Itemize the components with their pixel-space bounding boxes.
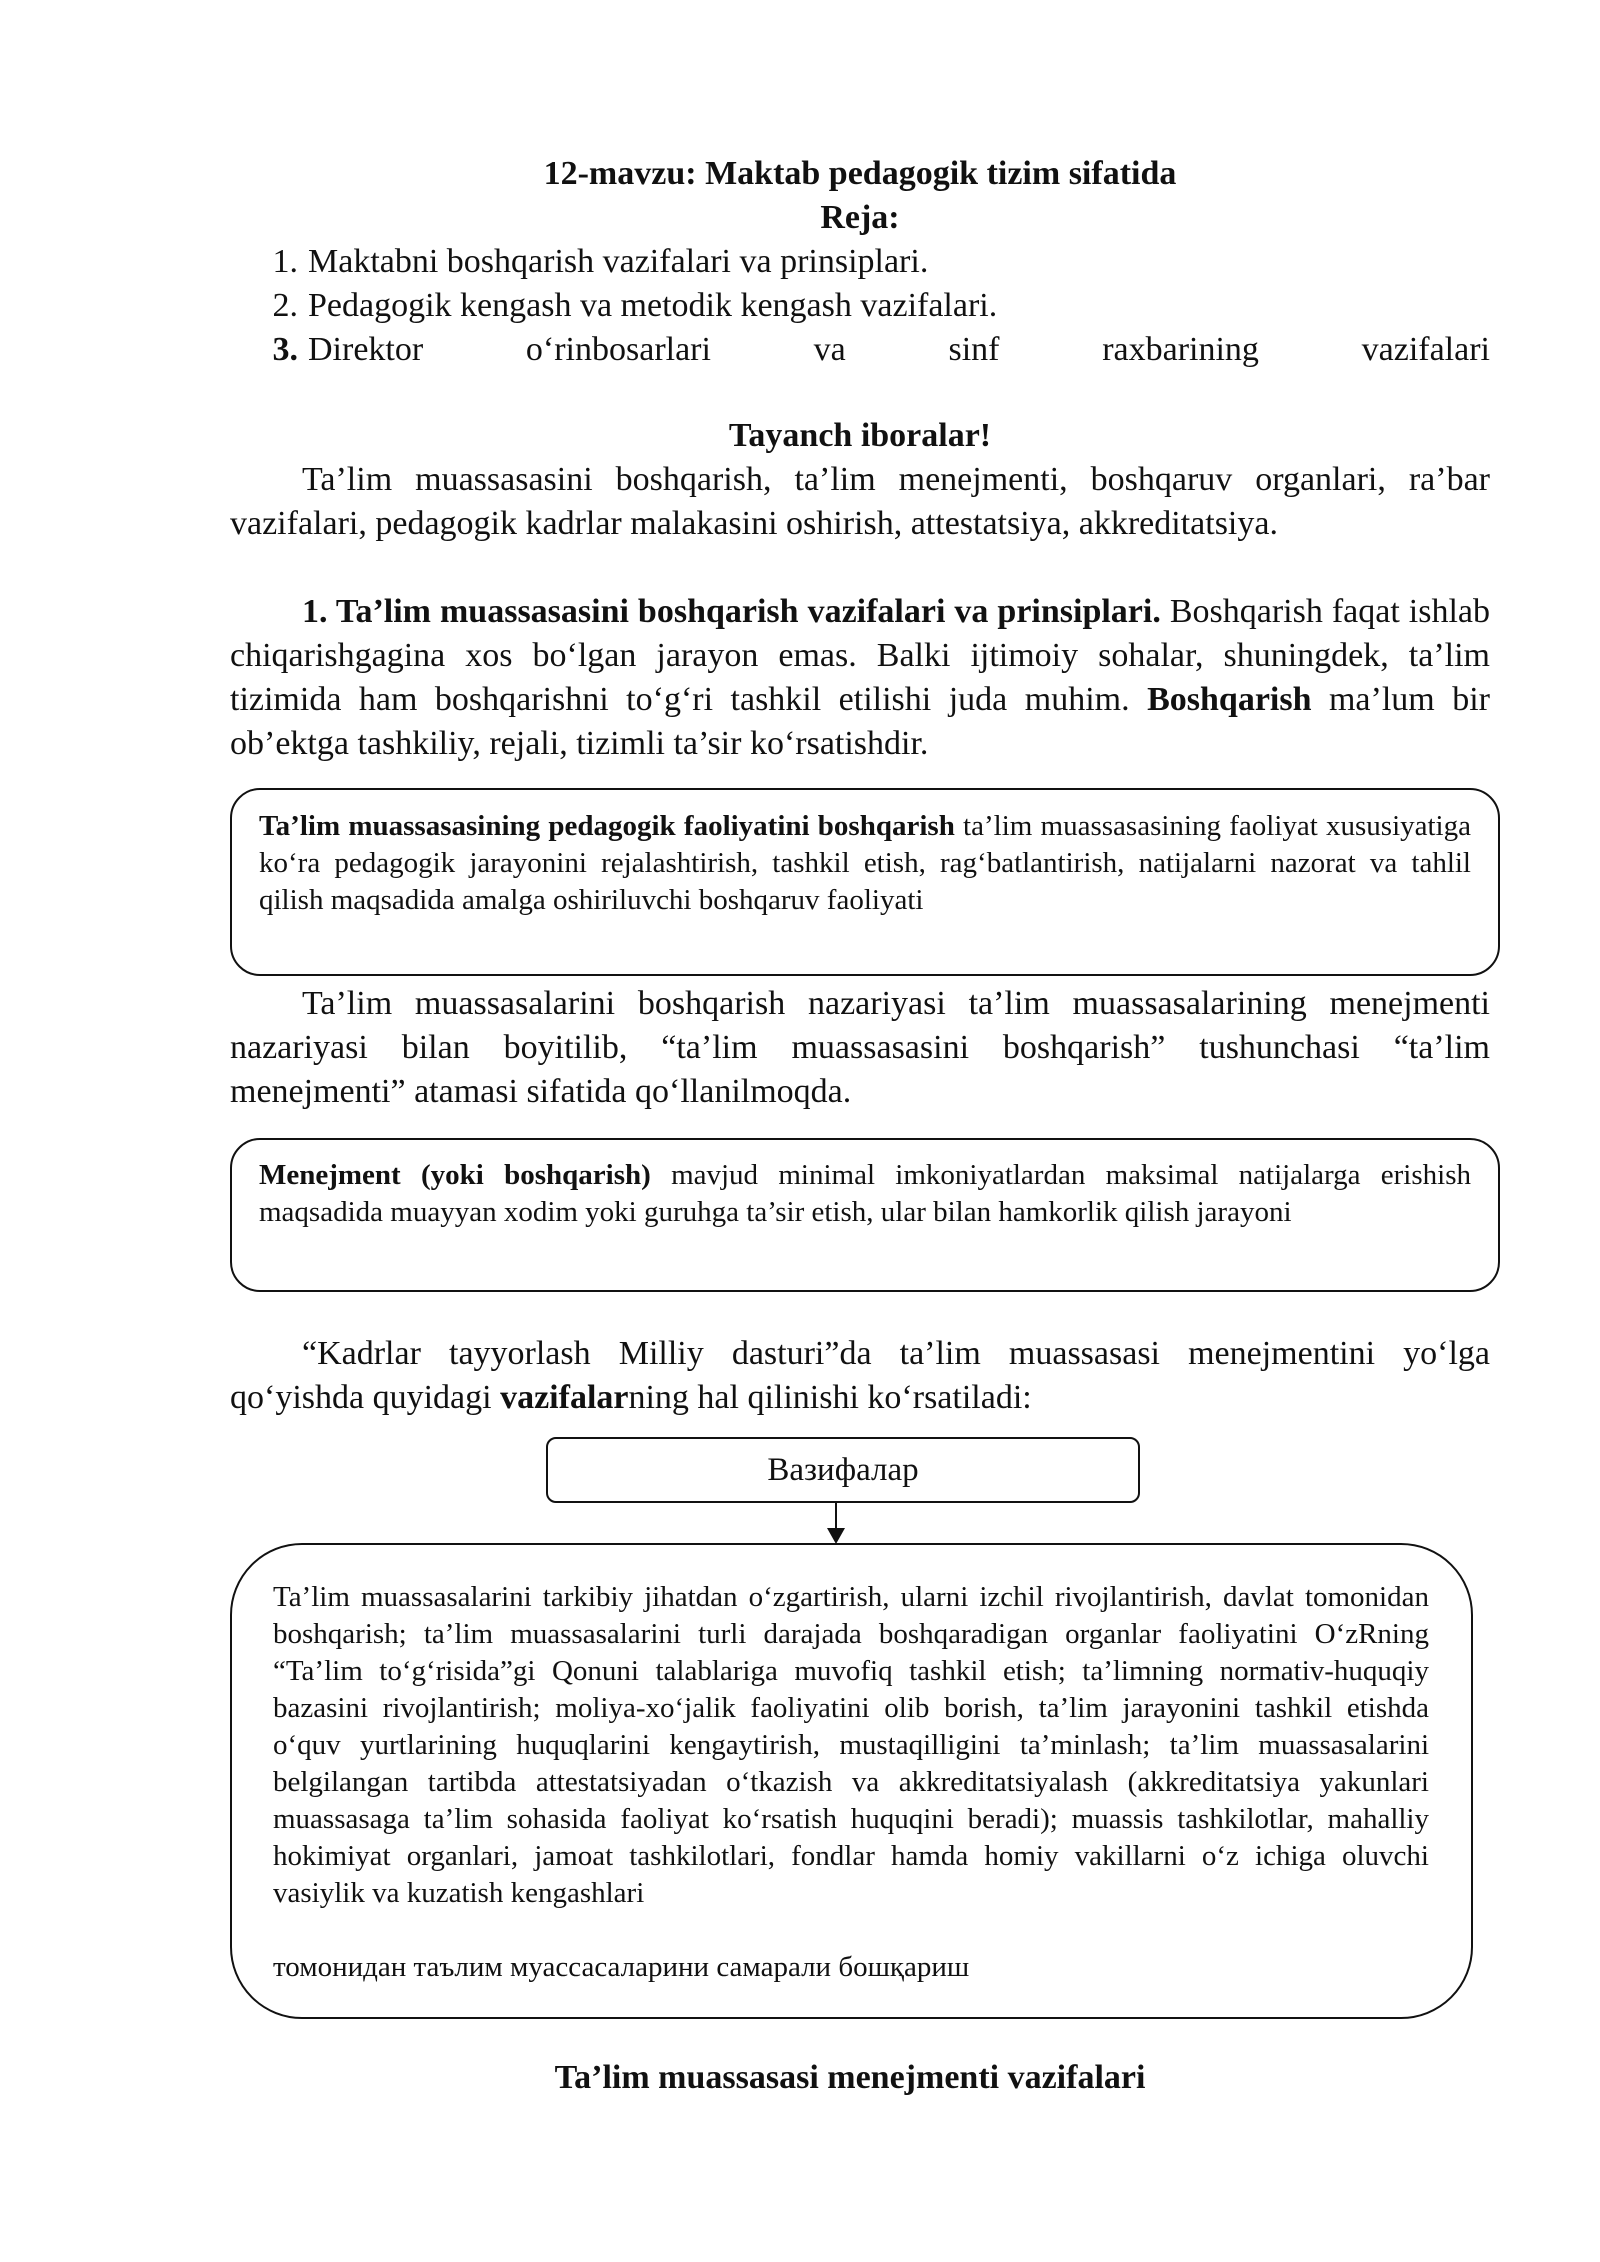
paragraph-3 bbox=[230, 1332, 1490, 1420]
paragraph-3-text: “Kadrlar tayyorlash Milliy dasturi”da ta’lim muassasasi menejmentini yo‘lga qo‘yishda quyidagi bbox=[230, 1335, 1490, 1416]
definition-1-body: ta’lim muassasasining faoliyat xususiyatiga ko‘ra pedagogik jarayonini rejalashtirish, tashkil etish, rag‘batlantirish, natijalarni nazorat va tahlil qilish maqsadida amalga oshiriluvchi boshqaruv faoliyati bbox=[259, 810, 1471, 916]
paragraph-3-bold: vazifalar bbox=[500, 1379, 629, 1416]
plan-item-number: 2. bbox=[272, 287, 298, 324]
section1-paragraph bbox=[230, 590, 1490, 766]
diagram-bottom-box bbox=[230, 1543, 1473, 2019]
plan-item bbox=[250, 284, 1490, 328]
diagram-top-box: Вазифалар bbox=[546, 1437, 1140, 1503]
diagram-bottom-text-cyrillic: томонидан таълим муассасаларини самарали бошқариш bbox=[273, 1951, 970, 1983]
paragraph-2: Ta’lim muassasalarini boshqarish nazariyasi ta’lim muassasalarining menejmenti nazariyasi bilan boyitilib, “ta’lim muassasasini boshqarish” tushunchasi “ta’lim menejmenti” atamasi sifatida qo‘llanilmoqda. bbox=[230, 985, 1490, 1110]
definition-box-1 bbox=[230, 788, 1500, 976]
document-title: 12-mavzu: Maktab pedagogik tizim sifatida bbox=[543, 155, 1177, 192]
plan-heading: Reja: bbox=[820, 199, 900, 236]
diagram-bottom-text: Ta’lim muassasalarini tarkibiy jihatdan o‘zgartirish, ularni izchil rivojlantirish, davlat tomonidan boshqarish; ta’lim muassasalarini turli darajada boshqaradigan organlar faoliyatini O‘zRning “Ta’lim to‘g‘risida”gi Qonuni talablariga muvofiq tashkil etish; ta’limning normativ-huquqiy bazasini rivojlantirish; moliya-xo‘jalik faoliyatini olib borish, ta’lim jarayonini tashkil etishda o‘quv yurtlarining huquqlarini kengaytirish, mustaqilligini ta’minlash; ta’lim muassasalarini belgilangan tartibda attestatsiyadan o‘tkazish va akkreditatsiyalash (akkreditatsiya yakunlari muassasaga ta’lim sohasida faoliyat ko‘rsatish huquqini beradi); muassis tashkilotlar, mahalliy hokimiyat organlari, jamoat tashkilotlari, fondlar hamda homiy vakillarni o‘z ichiga oluvchi vasiylik va kuzatish kengashlari bbox=[273, 1581, 1429, 1909]
keywords-heading: Tayanch iboralar! bbox=[728, 417, 992, 454]
section1-text: Boshqarish faqat ishlab chiqarishgagina xos bo‘lgan jarayon emas. Balki ijtimoiy sohalar, shuningdek, ta’lim tizimida ham boshqarishni to‘g‘ri tashkil etilishi juda muhim. bbox=[230, 593, 1491, 718]
section1-text-end: ma’lum bir ob’ektga tashkiliy, rejali, tizimli ta’sir ko‘rsatishdir. bbox=[230, 681, 1490, 762]
definition-box-2 bbox=[230, 1138, 1500, 1292]
plan-item bbox=[250, 240, 1490, 284]
plan-item-number: 3. bbox=[272, 331, 298, 368]
keywords-text: Ta’lim muassasasini boshqarish, ta’lim menejmenti, boshqaruv organlari, ra’bar vazifalari, pedagogik kadrlar malakasini oshirish, attestatsiya, akkreditatsiya. bbox=[230, 461, 1490, 542]
plan-item-text: Pedagogik kengash va metodik kengash vazifalari. bbox=[308, 287, 998, 324]
diagram-caption: Ta’lim muassasasi menejmenti vazifalari bbox=[554, 2059, 1146, 2096]
diagram-arrow-line bbox=[835, 1503, 837, 1530]
plan-item-text: Direktor o‘rinbosarlari va sinf raxbarining vazifalari bbox=[308, 331, 1490, 368]
definition-2-text bbox=[259, 1157, 1471, 1231]
definition-2-body: mavjud minimal imkoniyatlardan maksimal natijalarga erishish maqsadida muayyan xodim yoki guruhga ta’sir etish, ular bilan hamkorlik qilish jarayoni bbox=[259, 1159, 1471, 1228]
definition-1-text bbox=[259, 808, 1471, 919]
plan-item-number: 1. bbox=[272, 243, 298, 280]
section1-term: Boshqarish bbox=[1147, 681, 1312, 718]
plan-item-text: Maktabni boshqarish vazifalari va prinsiplari. bbox=[308, 243, 929, 280]
plan-list bbox=[250, 240, 1490, 372]
definition-2-term: Menejment (yoki boshqarish) bbox=[259, 1159, 651, 1191]
plan-item bbox=[250, 328, 1490, 372]
diagram-arrow-head bbox=[827, 1528, 845, 1544]
section1-heading: 1. Ta’lim muassasasini boshqarish vazifalari va prinsiplari. bbox=[302, 593, 1161, 630]
paragraph-3-text-end: ning hal qilinishi ko‘rsatiladi: bbox=[628, 1379, 1032, 1416]
definition-1-term: Ta’lim muassasasining pedagogik faoliyatini boshqarish bbox=[259, 810, 955, 842]
